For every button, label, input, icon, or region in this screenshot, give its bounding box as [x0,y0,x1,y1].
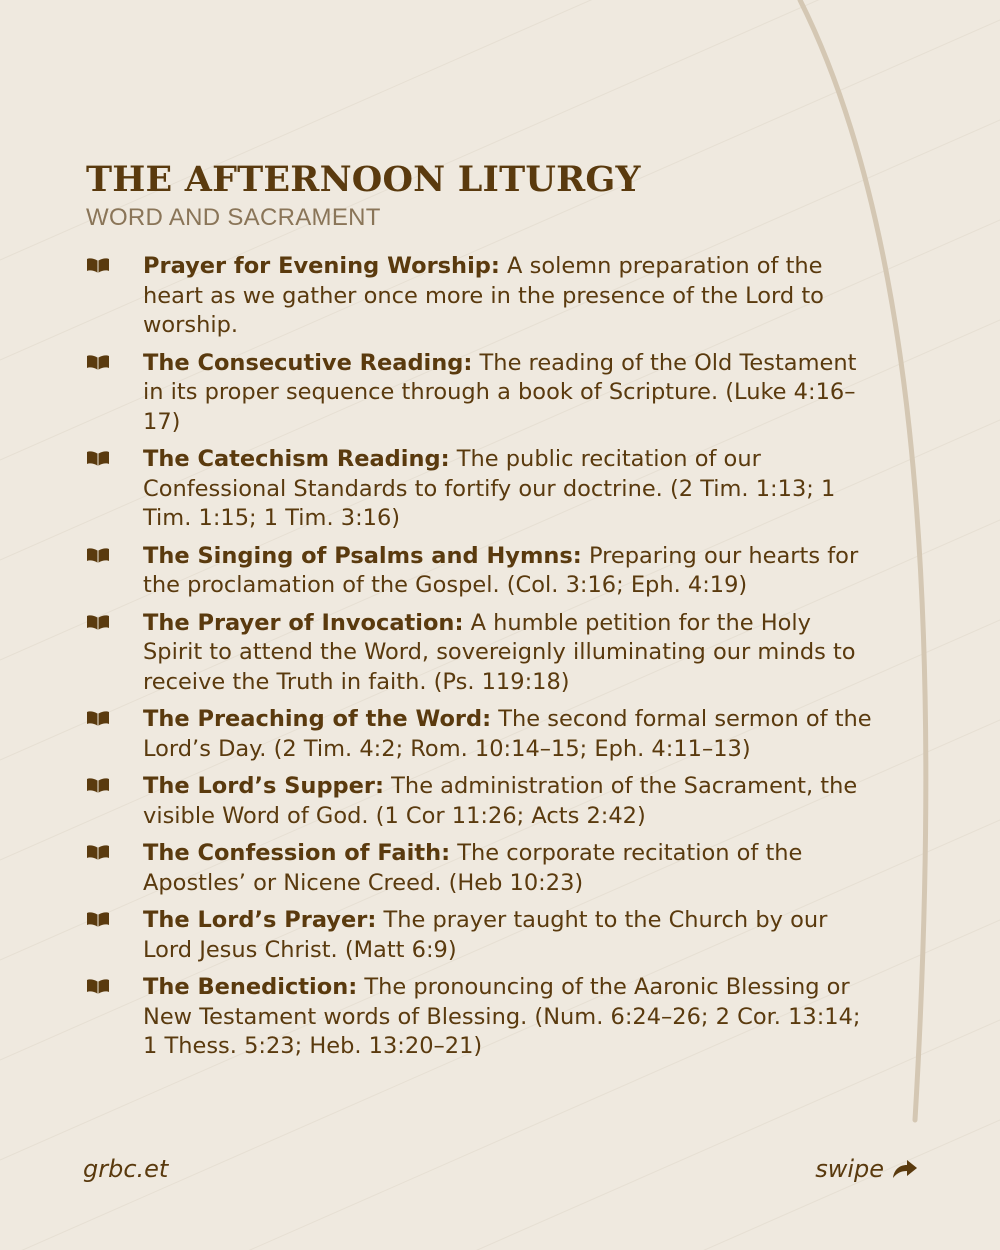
item-text: A solemn preparation of the heart as we gather once more in the presence of the Lord to worship. [143,253,824,338]
list-item [86,445,876,534]
list-item [86,973,876,1062]
item-label: The Lord’s Prayer: [143,907,377,933]
list-item [86,252,876,341]
list-item [86,349,876,438]
item-label: The Lord’s Supper: [143,773,385,799]
list-item [86,705,876,764]
page-subtitle: WORD AND SACRAMENT [86,204,381,231]
item-text: A humble petition for the Holy Spirit to attend the Word, sovereignly illuminating our minds to receive the Truth in faith. (Ps. 119:18) [143,609,856,695]
open-book-icon [86,778,110,794]
item-label: The Benediction: [143,974,358,1000]
item-text: The prayer taught to the Church by our Lord Jesus Christ. (Matt 6:9) [143,907,828,963]
swipe-label: swipe [815,1155,884,1183]
list-item [86,839,876,898]
open-book-icon [86,615,110,631]
open-book-icon [86,548,110,564]
item-text: The pronouncing of the Aaronic Blessing or New Testament words of Blessing. (Num. 6:24–26; 2 Cor. 13:14; 1 Thess. 5:23; Heb. 13:20–21) [143,974,861,1059]
item-text: The second formal sermon of the Lord’s Day. (2 Tim. 4:2; Rom. 10:14–15; Eph. 4:11–13) [143,706,872,762]
open-book-icon [86,355,110,371]
item-label: The Prayer of Invocation: [143,609,464,636]
list-item [86,609,876,698]
open-book-icon [86,258,110,274]
list-item [86,906,876,965]
site-link[interactable]: grbc.et [83,1155,169,1183]
page-title: THE AFTERNOON LITURGY [86,159,641,200]
list-item [86,542,876,601]
open-book-icon [86,979,110,995]
item-text: Preparing our hearts for the proclamation of the Gospel. (Col. 3:16; Eph. 4:19) [143,542,859,598]
share-arrow-icon [892,1158,918,1180]
list-item [86,772,876,831]
open-book-icon [86,845,110,861]
liturgy-list [86,252,876,1062]
item-text: The corporate recitation of the Apostles’ or Nicene Creed. (Heb 10:23) [143,840,803,896]
main-content [86,158,876,1070]
item-label: The Singing of Psalms and Hymns: [143,542,582,569]
item-label: The Confession of Faith: [143,840,451,866]
open-book-icon [86,711,110,727]
swipe-hint[interactable] [815,1155,918,1183]
item-label: Prayer for Evening Worship: [143,253,500,279]
open-book-icon [86,451,110,467]
item-label: The Preaching of the Word: [143,706,492,732]
item-text: The administration of the Sacrament, the visible Word of God. (1 Cor 11:26; Acts 2:42) [143,773,858,829]
item-label: The Catechism Reading: [143,446,450,472]
item-text: The public recitation of our Confessional Standards to fortify our doctrine. (2 Tim. 1:13; 1 Tim. 1:15; 1 Tim. 3:16) [143,446,836,531]
item-text: The reading of the Old Testament in its proper sequence through a book of Scripture. (Luke 4:16–17) [143,349,857,435]
item-label: The Consecutive Reading: [143,349,473,376]
open-book-icon [86,912,110,928]
